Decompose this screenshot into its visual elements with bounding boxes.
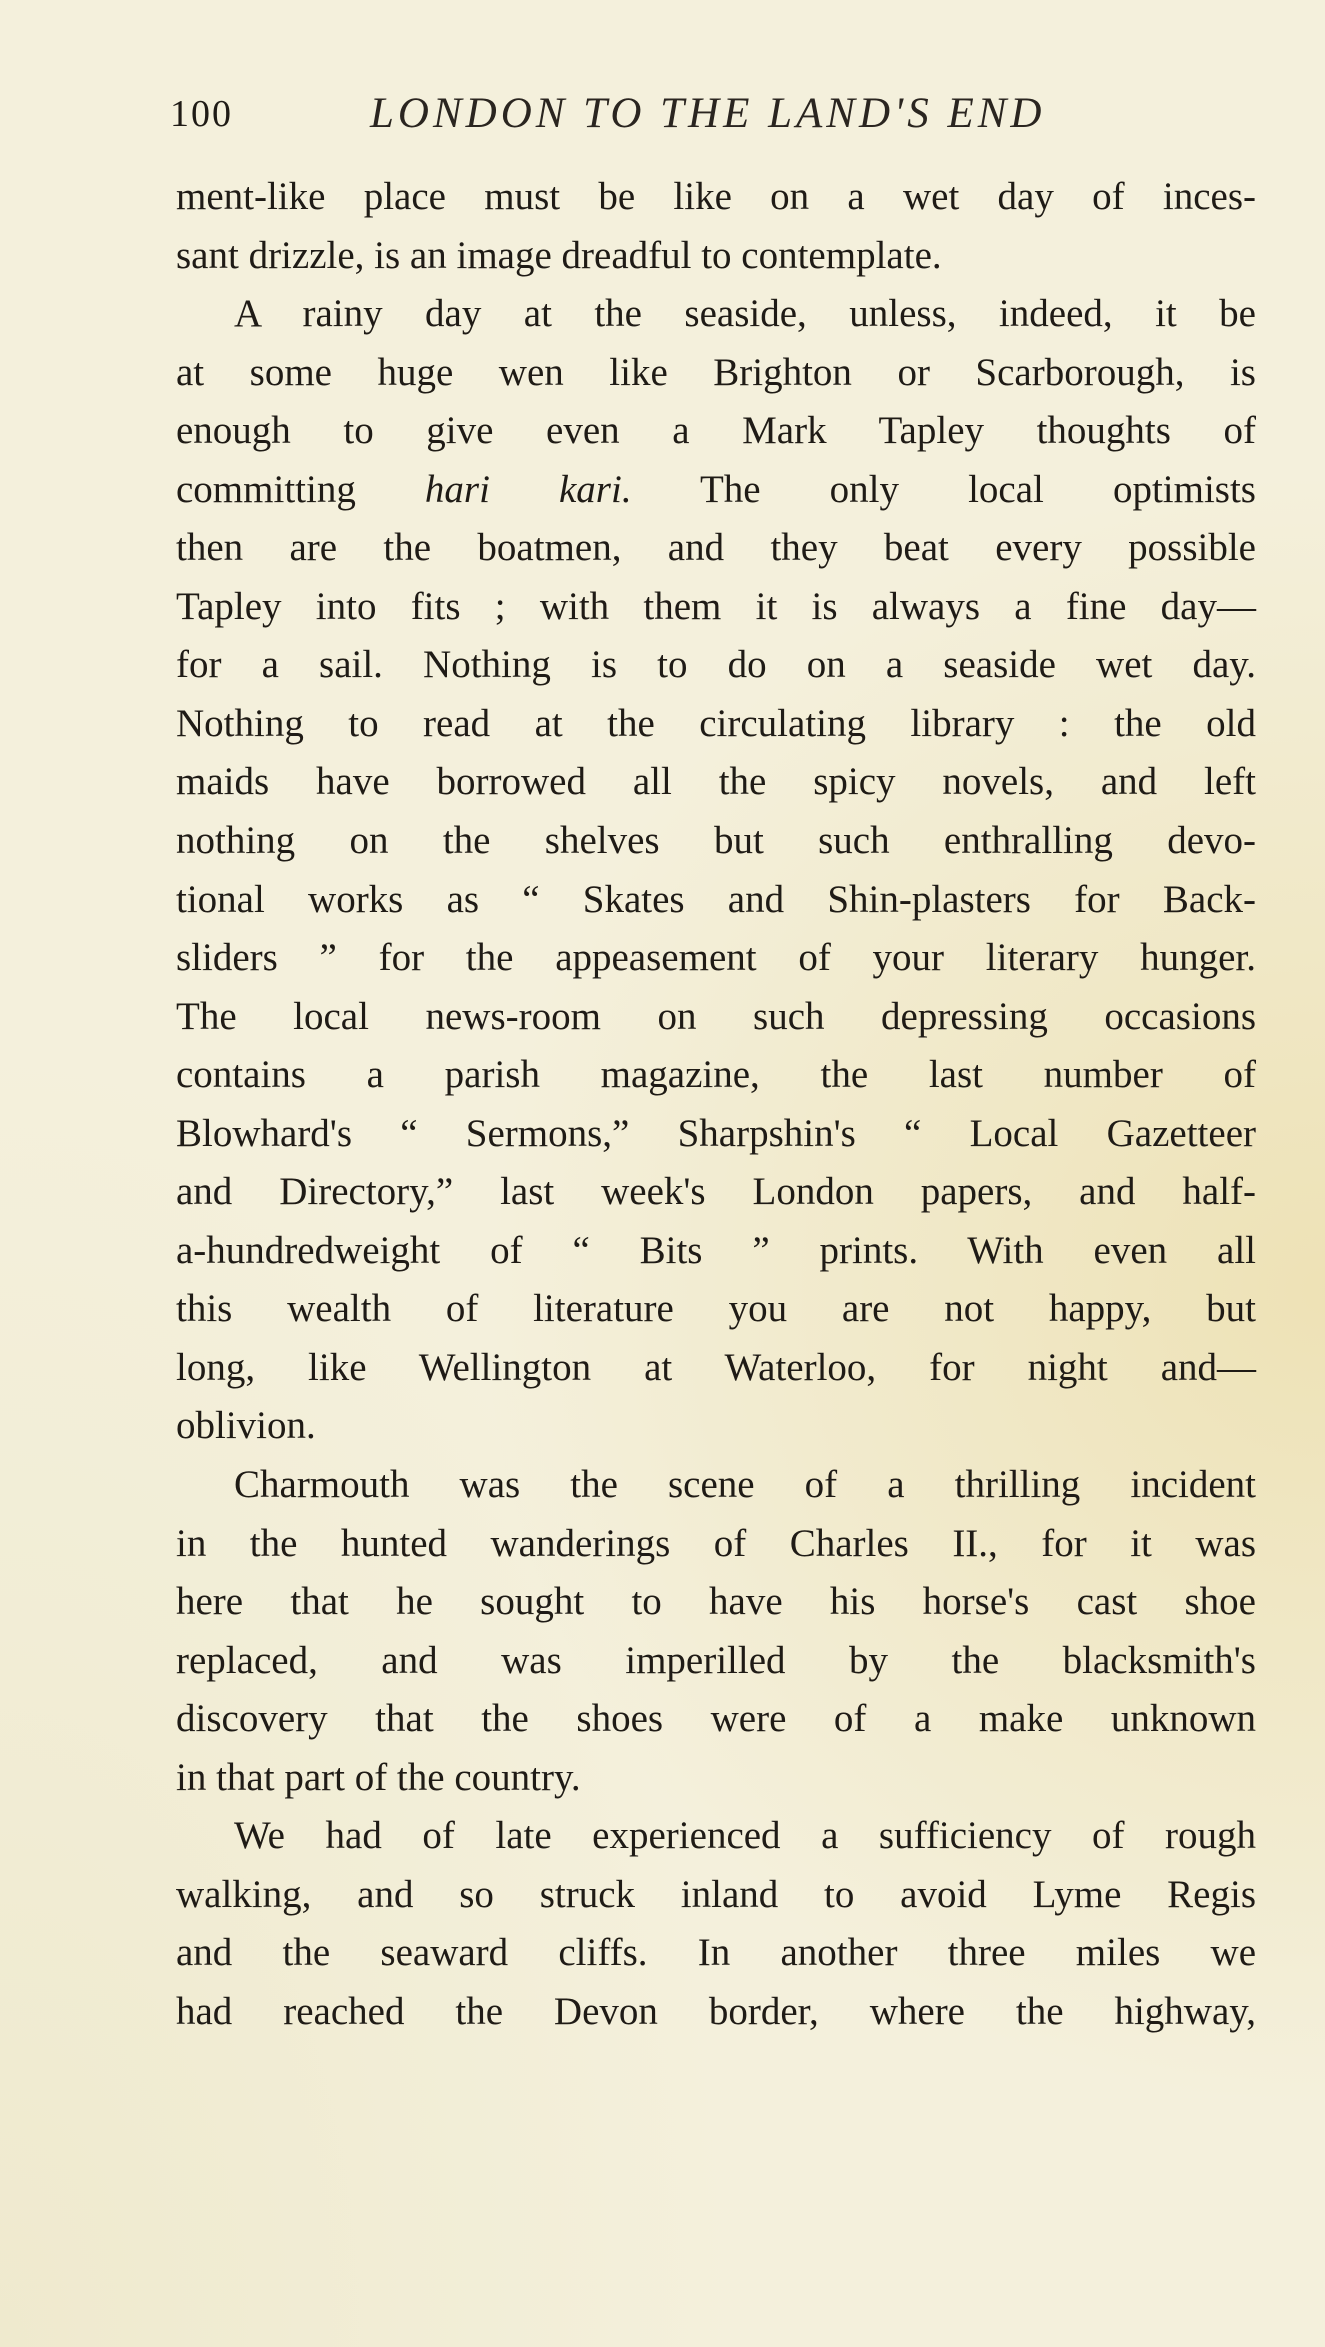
text-line: Blowhard's “ Sermons,” Sharpshin's “ Local Gazetteer: [176, 1111, 1256, 1155]
text-line: for a sail. Nothing is to do on a seaside wet day.: [176, 643, 1256, 687]
text-line: replaced, and was imperilled by the blacksmith's: [176, 1638, 1256, 1682]
text-line: Tapley into fits ; with them it is always a fine day—: [176, 584, 1256, 628]
running-title: LONDON TO THE LAND'S END: [370, 90, 1046, 137]
text-line: oblivion.: [176, 1404, 316, 1448]
running-head: [170, 84, 1255, 144]
text-line: and the seaward cliffs. In another three miles we: [176, 1931, 1256, 1975]
text-line: The local news-room on such depressing occasions: [176, 994, 1256, 1038]
text-line: then are the boatmen, and they beat every possible: [176, 526, 1256, 570]
text-line: Charmouth was the scene of a thrilling incident: [234, 1463, 1256, 1507]
italic-phrase: hari kari.: [424, 467, 632, 511]
text-line: discovery that the shoes were of a make unknown: [176, 1697, 1256, 1741]
text-line: in the hunted wanderings of Charles II., for it was: [176, 1521, 1256, 1565]
text-line: walking, and so struck inland to avoid Lyme Regis: [176, 1872, 1256, 1916]
text-line: Nothing to read at the circulating library : the old: [176, 701, 1256, 745]
text-line: sliders ” for the appeasement of your literary hunger.: [176, 936, 1256, 980]
page-number: 100: [170, 93, 233, 135]
text-line: at some huge wen like Brighton or Scarborough, is: [176, 350, 1256, 394]
text-line: maids have borrowed all the spicy novels, and left: [176, 760, 1256, 804]
text-line: a-hundredweight of “ Bits ” prints. With even all: [176, 1228, 1256, 1272]
text-line: nothing on the shelves but such enthralling devo-: [176, 819, 1256, 863]
text-line: here that he sought to have his horse's cast shoe: [176, 1580, 1256, 1624]
text-line: enough to give even a Mark Tapley thoughts of: [176, 409, 1256, 453]
text-line: sant drizzle, is an image dreadful to contemplate.: [176, 233, 942, 277]
text-line: tional works as “ Skates and Shin-plasters for Back-: [176, 877, 1256, 921]
text-line: We had of late experienced a sufficiency of rough: [234, 1814, 1256, 1858]
text-line: contains a parish magazine, the last number of: [176, 1053, 1256, 1097]
text-line: this wealth of literature you are not happy, but: [176, 1287, 1256, 1331]
text-line: A rainy day at the seaside, unless, indeed, it be: [234, 292, 1256, 336]
text-line: and Directory,” last week's London papers, and half-: [176, 1170, 1256, 1214]
body-text: [176, 168, 1256, 2042]
text-line: had reached the Devon border, where the highway,: [176, 1989, 1256, 2033]
text-line: in that part of the country.: [176, 1755, 581, 1799]
text-line: long, like Wellington at Waterloo, for night and—: [176, 1345, 1256, 1389]
text-line: committing hari kari. The only local optimists: [176, 467, 1256, 511]
text-line: ment-like place must be like on a wet day of inces-: [176, 175, 1256, 218]
